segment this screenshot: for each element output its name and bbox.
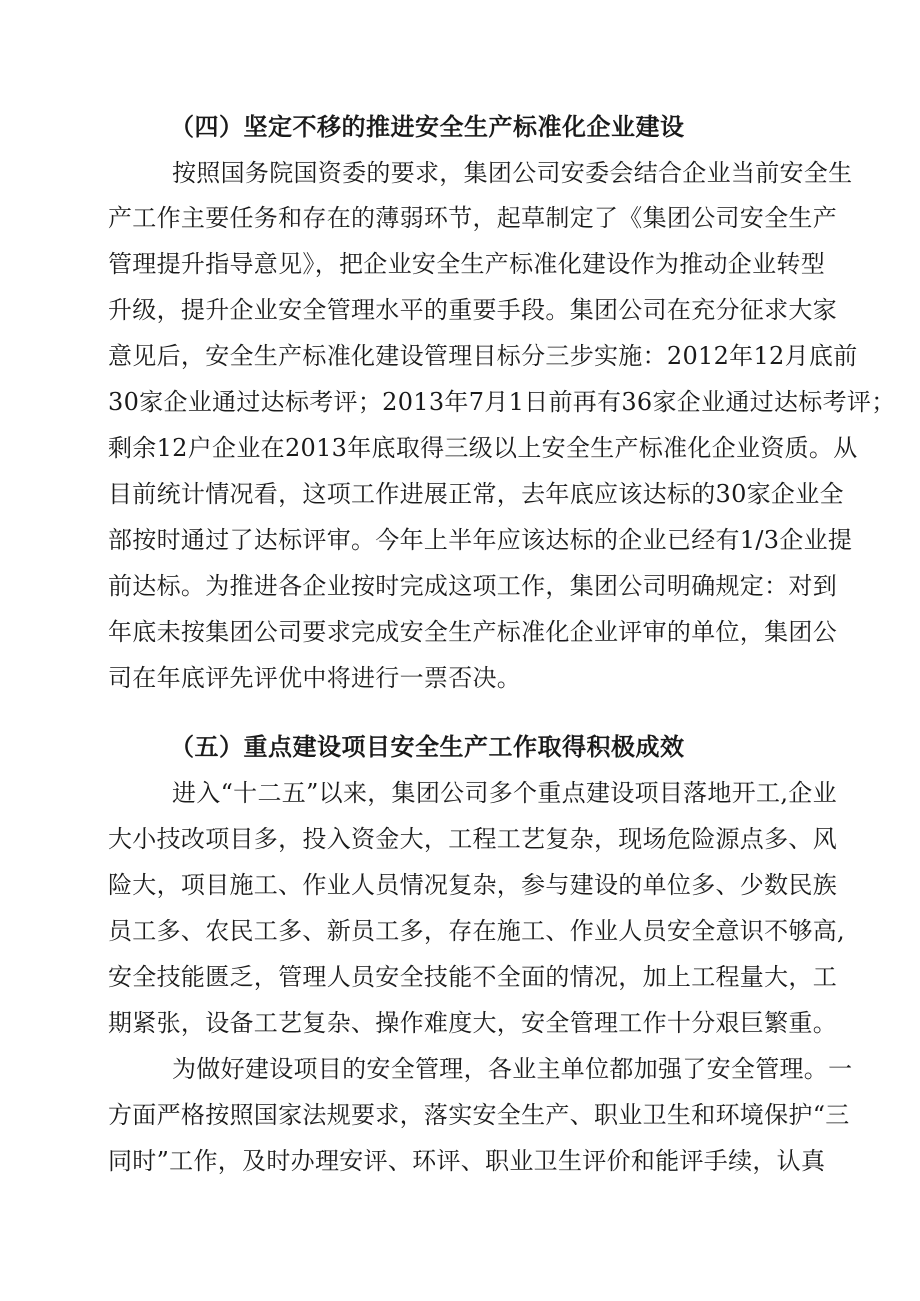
paragraph-line: 方面严格按照国家法规要求，落实安全生产、职业卫生和环境保护“三	[108, 1101, 850, 1129]
paragraph-line: 为做好建设项目的安全管理，各业主单位都加强了安全管理。一	[172, 1055, 853, 1083]
paragraph-line: 部按时通过了达标评审。今年上半年应该达标的企业已经有1/3企业提	[108, 526, 853, 554]
section-heading-4: （四）坚定不移的推进安全生产标准化企业建设	[170, 113, 685, 141]
paragraph-line: 按照国务院国资委的要求，集团公司安委会结合企业当前安全生	[172, 159, 853, 187]
paragraph-line: 前达标。为推进各企业按时完成这项工作，集团公司明确规定：对到	[108, 572, 837, 600]
paragraph-line: 大小技改项目多，投入资金大，工程工艺复杂，现场危险源点多、风	[108, 825, 837, 853]
paragraph-line: 安全技能匮乏，管理人员安全技能不全面的情况，加上工程量大，工	[108, 963, 837, 991]
paragraph-line: 剩余12户企业在2013年底取得三级以上安全生产标准化企业资质。从	[108, 434, 858, 462]
paragraph-line: 管理提升指导意见》，把企业安全生产标准化建设作为推动企业转型	[108, 250, 825, 278]
paragraph-line: 员工多、农民工多、新员工多，存在施工、作业人员安全意识不够高,	[108, 917, 845, 945]
paragraph-line: 险大，项目施工、作业人员情况复杂，参与建设的单位多、少数民族	[108, 871, 837, 899]
paragraph-line: 目前统计情况看，这项工作进展正常，去年底应该达标的30家企业全	[108, 480, 844, 508]
paragraph-line: 年底未按集团公司要求完成安全生产标准化企业评审的单位，集团公	[108, 618, 837, 646]
paragraph-line: 产工作主要任务和存在的薄弱环节，起草制定了《集团公司安全生产	[108, 204, 837, 232]
paragraph-line: 升级，提升企业安全管理水平的重要手段。集团公司在充分征求大家	[108, 296, 837, 324]
paragraph-line: 意见后，安全生产标准化建设管理目标分三步实施：2012年12月底前	[108, 342, 858, 370]
paragraph-line: 30家企业通过达标考评；2013年7月1日前再有36家企业通过达标考评；	[108, 388, 896, 416]
paragraph-line: 进入“十二五”以来，集团公司多个重点建设项目落地开工,企业	[172, 779, 837, 807]
paragraph-line: 司在年底评先评优中将进行一票否决。	[108, 664, 522, 692]
paragraph-line: 同时”工作，及时办理安评、环评、职业卫生评价和能评手续，认真	[108, 1147, 826, 1175]
section-heading-5: （五）重点建设项目安全生产工作取得积极成效	[170, 733, 685, 761]
paragraph-line: 期紧张，设备工艺复杂、操作难度大，安全管理工作十分艰巨繁重。	[108, 1009, 837, 1037]
